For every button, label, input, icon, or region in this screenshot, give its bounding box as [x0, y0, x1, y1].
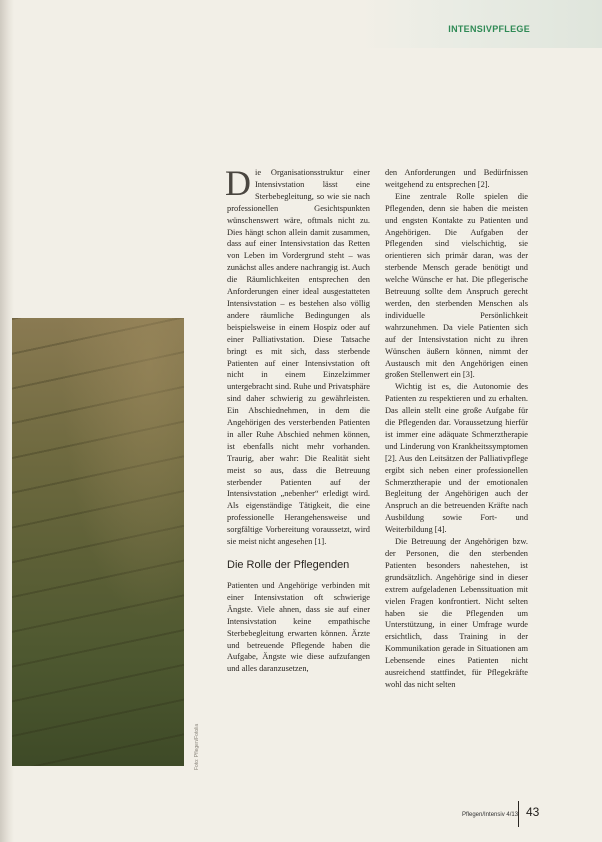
page-number: 43 [526, 805, 540, 819]
photo-credit: Foto: Pflegen/Fotolia [194, 723, 200, 770]
drop-cap: D [225, 163, 251, 203]
text-column-left [225, 163, 370, 675]
magazine-name: Pflegen/Intensiv 4/13 [462, 812, 519, 818]
section-title: INTENSIVPFLEGE [448, 24, 530, 34]
paragraph-relatives: Die Betreuung der Angehörigen bzw. der Personen, die den sterbenden Patienten besonders nahestehen, ist grundsätzlich. Angehörige sind in dieser extrem aufgeladenen Lebenssituation mit vielen Fragen konfrontiert. Nicht selten haben sie die Pflegenden um Unterstützung, in einer Umfrage wurde ersichtlich, dass Training in der Kommunikation gerade in Situationen am Lebensende eines Patienten nicht ausreichend stattfindet, für Pflegekräfte wohl das nicht selten [385, 537, 528, 689]
article-photo [12, 318, 184, 766]
paragraph-intro-text: ie Organisationsstruktur einer Intensivstation lässt eine Sterbebegleitung, so wie sie nach professionellen Gesichtspunkten wünschenswert wäre, oftmals nicht zu. Dies hängt schon allein damit zusammen, dass auf einer Intensivstation das Retten von Leben im Vordergrund steht – was zunächst alles andere nachrangig ist. Auch die Räumlichkeiten entsprechen den Anforderungen einer ideal ausgestatteten Intensivstation – es bestehen also völlig andere räumliche Bedingungen als beispielsweise in einem Hospiz oder auf einer Palliativstation. Diese Tatsache bringt es mit sich, dass sterbende Patienten auf einer Intensivstation oft nicht in einem Einzelzimmer untergebracht sind. Ruhe und Privatsphäre sind daher schwierig zu gewährleisten. Ein Abschiednehmen, in dem die Angehörigen des versterbenden Patienten in aller Ruhe Abschied nehmen können, ist ebenfalls nicht mehr vorhanden. Traurig, aber wahr: Die Realität sieht meist so aus, dass die Betreuung sterbender Patienten auf der Intensivstation „nebenher“ erledigt wird. Als eigenständige Tätigkeit, die eine professionelle Herangehensweise und sorgfältige Vorbereitung voraussetzt, wird sie meist nicht angesehen [1]. [227, 168, 370, 547]
text-column-right [385, 167, 528, 691]
paragraph-continued: den Anforderungen und Bedürfnissen weitgehend zu entsprechen [2]. [385, 168, 528, 189]
paragraph-central-role: Eine zentrale Rolle spielen die Pflegenden, denn sie haben die meisten und engsten Kontakte zu Patienten und Angehörigen. Die Aufgaben der Pflegenden sind vielschichtig, sie orientieren sich primär daran, was der sterbende Mensch gerade benötigt und welche Wünsche er hat. Die pflegerische Betreuung sollte dem Anspruch gerecht werden, den sterbenden Menschen als individuelle Persönlichkeit wahrzunehmen. Da viele Patienten sich auf der Intensivstation nicht zu ihren Wünschen äußern können, nimmt der Austausch mit den Angehörigen einen großen Stellenwert ein [3]. [385, 191, 528, 380]
footer-divider [518, 801, 519, 827]
paragraph-autonomy: Wichtig ist es, die Autonomie des Patienten zu respektieren und zu erhalten. Das allein stellt eine große Aufgabe für die Pflegenden dar. Voraussetzung hierfür ist immer eine adäquate Schmerztherapie und Linderung von Krankheitssymptomen [2]. Aus den Leitsätzen der Palliativpflege ergibt sich neben einer professionellen Schmerztherapie und der emotionalen Begleitung der Angehörigen auch der Anspruch an die betreuenden Kräfte nach Ausbildung sowie Fort- und Weiterbildung [4]. [385, 382, 528, 535]
paragraph-roles: Patienten und Angehörige verbinden mit einer Intensivstation oft schwierige Ängste. Viele ahnen, dass sie auf einer Intensivstation keine empathische Sterbebegleitung erwarten können. Ärzte und betreuende Pflegende haben die Aufgabe, Ängste wie diese aufzufangen und alles daranzusetzen, [227, 581, 370, 674]
paragraph-intro [225, 163, 370, 548]
subheading: Die Rolle der Pflegenden [227, 559, 350, 571]
